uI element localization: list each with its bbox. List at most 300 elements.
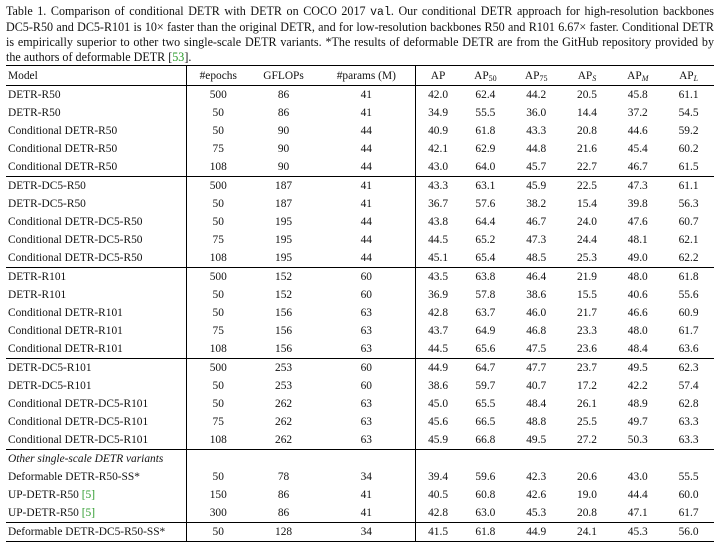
cell-gflops: 156	[275, 343, 293, 355]
cell-ap75: 48.8	[526, 416, 547, 428]
cell-aps: 23.6	[577, 343, 597, 355]
table-row	[6, 377, 714, 395]
cell-apl: 63.6	[678, 343, 699, 355]
cell-apm: 44.4	[627, 489, 648, 501]
empty-cell	[612, 450, 663, 469]
cell-ap: 41.5	[416, 523, 460, 542]
cell-epochs: 500	[209, 89, 227, 101]
cell-gflops: 90	[277, 161, 290, 173]
cell-ap50: 65.2	[475, 234, 496, 246]
cell-ap: 36.7	[428, 198, 449, 210]
cell-apm: 49.0	[627, 252, 648, 264]
cell-epochs: 75	[212, 325, 224, 337]
cell-aps: 21.7	[577, 307, 597, 319]
cell-apm: 44.6	[627, 125, 648, 137]
cell-ap: 45.0	[428, 398, 449, 410]
cell-gflops: 86	[277, 107, 290, 119]
cell-ap: 43.8	[428, 216, 449, 228]
cell-apm: 48.1	[627, 234, 648, 246]
cell-ap75: 36.0	[526, 107, 547, 119]
cell-ap50: 64.9	[475, 325, 496, 337]
cell-model: Conditional DETR-DC5-R50	[6, 249, 186, 268]
cell-ap75: 46.8	[526, 325, 547, 337]
cell-ap: 40.9	[428, 125, 449, 137]
cell-params: 60	[317, 377, 415, 395]
cell-params: 63	[317, 304, 415, 322]
cell-gflops: 152	[275, 289, 293, 301]
cell-ap: 44.9	[416, 359, 460, 378]
cell-ap50: 65.4	[475, 252, 496, 264]
table-header-row	[6, 66, 714, 86]
cell-ap: 39.4	[428, 471, 449, 483]
cell-ap75: 43.3	[526, 125, 547, 137]
cell-apl: 61.5	[678, 161, 699, 173]
cell-ap75: 44.9	[511, 523, 562, 542]
cell-apl: 61.1	[678, 89, 699, 101]
table-row	[6, 304, 714, 322]
cell-model: Conditional DETR-R50	[6, 140, 186, 158]
header-epochs: #epochs	[186, 66, 249, 86]
cell-aps: 22.7	[577, 161, 597, 173]
cell-apm: 50.3	[627, 434, 648, 446]
table-body	[6, 86, 714, 542]
cell-ap: 44.5	[428, 343, 449, 355]
cell-ap50: 66.8	[475, 434, 496, 446]
cell-ap50: 59.7	[475, 380, 496, 392]
cell-apl: 63.3	[678, 434, 699, 446]
header-ap50-base: AP	[474, 69, 489, 82]
table-row	[6, 231, 714, 249]
cell-apl: 61.1	[663, 177, 714, 196]
cell-params: 41	[317, 104, 415, 122]
cell-ap: 43.7	[428, 325, 449, 337]
cell-apl: 62.8	[678, 398, 699, 410]
table-row	[6, 104, 714, 122]
cell-epochs: 50	[186, 523, 249, 542]
cell-ap50: 63.1	[460, 177, 511, 196]
header-aps	[562, 66, 613, 86]
cell-params: 44	[317, 158, 415, 177]
cell-epochs: 50	[212, 380, 224, 392]
cell-aps: 21.6	[577, 143, 597, 155]
cell-params: 44	[317, 213, 415, 231]
cell-ap: 43.0	[428, 161, 449, 173]
table-row	[6, 195, 714, 213]
cell-params: 63	[317, 322, 415, 340]
cell-params: 63	[317, 431, 415, 450]
cell-params: 41	[317, 504, 415, 523]
cell-gflops: 262	[275, 398, 293, 410]
cell-ap75: 47.5	[526, 343, 547, 355]
cell-apm: 49.5	[612, 359, 663, 378]
header-apl	[663, 66, 714, 86]
header-apm	[612, 66, 663, 86]
cell-model: Conditional DETR-DC5-R50	[6, 231, 186, 249]
cell-aps: 26.1	[577, 398, 597, 410]
cell-apl: 54.5	[678, 107, 699, 119]
cell-model: DETR-R101	[6, 286, 186, 304]
cell-epochs: 108	[209, 434, 227, 446]
header-apl-sub: L	[693, 73, 699, 83]
cell-aps: 14.4	[577, 107, 597, 119]
cell-aps: 24.4	[577, 234, 597, 246]
header-params: #params (M)	[317, 66, 415, 86]
cell-epochs: 108	[209, 161, 227, 173]
table-row	[6, 359, 714, 378]
cell-ap: 34.9	[428, 107, 449, 119]
table-row	[6, 468, 714, 486]
caption-text: ].	[184, 50, 192, 64]
cell-model	[6, 504, 186, 523]
cell-apm: 47.6	[627, 216, 648, 228]
cell-gflops: 195	[275, 216, 293, 228]
header-apl-base: AP	[679, 69, 694, 82]
cell-ap50: 61.8	[475, 125, 496, 137]
cell-model: DETR-DC5-R101	[6, 359, 186, 378]
cell-gflops: 128	[250, 523, 318, 542]
cell-epochs: 300	[209, 507, 227, 519]
cell-epochs: 75	[212, 234, 224, 246]
cell-gflops: 195	[275, 234, 293, 246]
cell-ap75: 45.9	[511, 177, 562, 196]
cell-ap: 45.9	[428, 434, 449, 446]
cell-ap: 45.6	[428, 416, 449, 428]
header-gflops: GFLOPs	[250, 66, 318, 86]
table-row	[6, 286, 714, 304]
cell-ap50: 57.8	[475, 289, 496, 301]
citation-link[interactable]: [5]	[81, 489, 96, 501]
citation-link[interactable]: [5]	[81, 507, 96, 519]
cell-ap50: 66.5	[475, 416, 496, 428]
cell-apl: 61.7	[678, 507, 699, 519]
caption-code: val	[370, 6, 391, 19]
table-row	[6, 486, 714, 504]
cell-epochs: 500	[186, 359, 249, 378]
table-row	[6, 268, 714, 287]
cell-ap75: 42.3	[526, 471, 547, 483]
cell-ap75: 47.7	[511, 359, 562, 378]
cell-ap50: 65.5	[475, 398, 496, 410]
cell-apm: 37.2	[627, 107, 648, 119]
cell-gflops: 90	[277, 125, 290, 137]
table-row	[6, 249, 714, 268]
cell-epochs: 150	[209, 489, 227, 501]
cell-ap50: 63.0	[475, 507, 496, 519]
cell-params: 41	[317, 195, 415, 213]
cell-apm: 40.6	[627, 289, 648, 301]
cell-params: 63	[317, 395, 415, 413]
cell-apm: 48.0	[627, 325, 648, 337]
cell-model: DETR-R50	[6, 104, 186, 122]
header-ap50-sub: 50	[488, 73, 497, 83]
cell-gflops: 156	[275, 307, 293, 319]
cell-ap50: 62.4	[475, 89, 496, 101]
cell-model: DETR-R50	[6, 86, 186, 105]
header-model: Model	[6, 66, 186, 86]
cell-ap: 36.9	[428, 289, 449, 301]
cell-model: Conditional DETR-R50	[6, 158, 186, 177]
cell-apl: 57.4	[678, 380, 699, 392]
model-name: UP-DETR-R50	[8, 507, 82, 519]
cell-aps: 15.5	[577, 289, 597, 301]
cell-params: 60	[317, 268, 415, 287]
cell-model: Conditional DETR-R101	[6, 322, 186, 340]
cell-aps: 20.8	[577, 125, 597, 137]
cell-params: 34	[317, 523, 415, 542]
table-row	[6, 86, 714, 105]
cell-gflops: 187	[275, 198, 293, 210]
cell-ap50: 55.5	[475, 107, 496, 119]
cell-aps: 17.2	[577, 380, 597, 392]
cell-apm: 47.3	[612, 177, 663, 196]
cell-ap75: 49.5	[526, 434, 547, 446]
cell-ap50: 59.6	[475, 471, 496, 483]
header-ap75	[511, 66, 562, 86]
cell-ap75: 38.2	[526, 198, 547, 210]
cell-ap50: 60.8	[475, 489, 496, 501]
cell-apl: 56.0	[663, 523, 714, 542]
cell-params: 63	[317, 413, 415, 431]
cell-params: 60	[317, 359, 415, 378]
cell-apm: 45.3	[612, 523, 663, 542]
cell-model: Conditional DETR-R101	[6, 340, 186, 359]
cell-apm: 42.2	[627, 380, 648, 392]
cell-model: Conditional DETR-R101	[6, 304, 186, 322]
table-row	[6, 413, 714, 431]
header-ap50	[460, 66, 511, 86]
cell-params: 41	[317, 86, 415, 105]
cell-apl: 60.2	[678, 143, 699, 155]
table-caption	[6, 4, 714, 65]
cell-gflops: 156	[275, 325, 293, 337]
cell-params: 44	[317, 140, 415, 158]
cell-gflops: 86	[277, 89, 290, 101]
cell-ap50: 64.4	[475, 216, 496, 228]
cell-apm: 45.4	[627, 143, 648, 155]
cell-apm: 48.4	[627, 343, 648, 355]
cell-apm: 45.8	[627, 89, 648, 101]
cell-params: 44	[317, 122, 415, 140]
cell-model: Conditional DETR-DC5-R50	[6, 213, 186, 231]
cell-ap75: 46.4	[511, 268, 562, 287]
cell-ap: 43.3	[416, 177, 460, 196]
cell-apl: 63.3	[678, 416, 699, 428]
cell-epochs: 50	[212, 107, 224, 119]
cell-params: 44	[317, 231, 415, 249]
cell-model: Deformable DETR-R50-SS*	[6, 468, 186, 486]
cell-ap75: 45.7	[526, 161, 547, 173]
table-row	[6, 504, 714, 523]
cell-model: Deformable DETR-DC5-R50-SS*	[6, 523, 186, 542]
caption-text: . Our conditional DETR approach for high-resolution backbones DC5-R50 and DC5-R101 is 10× faster than the original DETR, and for low-resolution backbones R50 and R101 6.67× faster. Conditional DETR is empirically superior to other two single-scale DETR variants. *The results of deformable DETR are from the GitHub repository provided by the authors of deformable DETR [	[6, 4, 715, 64]
cell-ap75: 44.2	[526, 89, 547, 101]
cell-ap75: 38.6	[526, 289, 547, 301]
cell-ap50: 63.8	[460, 268, 511, 287]
cell-ap50: 57.6	[475, 198, 496, 210]
cell-ap: 45.1	[428, 252, 449, 264]
cell-params: 60	[317, 286, 415, 304]
header-ap: AP	[416, 66, 460, 86]
cell-aps: 23.3	[577, 325, 597, 337]
cell-apm: 39.8	[627, 198, 648, 210]
cell-epochs: 500	[186, 268, 249, 287]
cell-ap: 42.1	[428, 143, 449, 155]
cell-ap: 38.6	[428, 380, 449, 392]
section-title: Other single-scale DETR variants	[6, 450, 186, 469]
cell-gflops: 86	[277, 507, 290, 519]
cell-epochs: 50	[212, 398, 224, 410]
cell-apm: 46.7	[627, 161, 648, 173]
cell-aps: 20.5	[577, 89, 597, 101]
cell-ap: 40.5	[428, 489, 449, 501]
cell-aps: 25.5	[577, 416, 597, 428]
cell-ap: 42.8	[428, 507, 449, 519]
header-apm-base: AP	[627, 69, 642, 82]
cell-aps: 20.8	[577, 507, 597, 519]
cell-ap75: 48.4	[526, 398, 547, 410]
cell-params: 63	[317, 340, 415, 359]
cell-ap75: 42.6	[526, 489, 547, 501]
cell-apl: 55.5	[678, 471, 699, 483]
cell-model: Conditional DETR-DC5-R101	[6, 413, 186, 431]
cell-epochs: 108	[209, 343, 227, 355]
cell-epochs: 500	[186, 177, 249, 196]
cell-ap: 42.8	[428, 307, 449, 319]
cell-ap: 44.5	[428, 234, 449, 246]
cell-apl: 61.8	[663, 268, 714, 287]
cell-ap75: 46.0	[526, 307, 547, 319]
cell-model: DETR-R101	[6, 268, 186, 287]
cell-apl: 61.7	[678, 325, 699, 337]
cell-gflops: 187	[250, 177, 318, 196]
cell-ap75: 40.7	[526, 380, 547, 392]
table-row	[6, 177, 714, 196]
cell-epochs: 50	[212, 471, 224, 483]
table-row	[6, 213, 714, 231]
table-row	[6, 158, 714, 177]
cell-ap50: 63.7	[475, 307, 496, 319]
cell-params: 44	[317, 249, 415, 268]
cell-params: 34	[317, 468, 415, 486]
cell-model	[6, 486, 186, 504]
caption-text: Table 1. Comparison of conditional DETR with DETR on COCO 2017	[6, 4, 371, 18]
cell-epochs: 75	[212, 416, 224, 428]
cell-aps: 20.6	[577, 471, 597, 483]
header-ap75-sub: 75	[539, 73, 548, 83]
cell-epochs: 50	[212, 216, 224, 228]
cell-apl: 60.9	[678, 307, 699, 319]
table-row	[6, 395, 714, 413]
cell-aps: 27.2	[577, 434, 597, 446]
cell-aps: 22.5	[562, 177, 613, 196]
cell-apl: 56.3	[678, 198, 699, 210]
cell-aps: 19.0	[577, 489, 597, 501]
table-row	[6, 340, 714, 359]
cell-ap75: 48.5	[526, 252, 547, 264]
header-ap75-base: AP	[524, 69, 540, 82]
empty-cell	[562, 450, 613, 469]
cell-apm: 48.9	[627, 398, 648, 410]
cell-gflops: 262	[275, 434, 293, 446]
model-name: UP-DETR-R50	[8, 489, 82, 501]
cell-gflops: 253	[275, 380, 293, 392]
cell-apm: 48.0	[612, 268, 663, 287]
cell-epochs: 50	[212, 125, 224, 137]
cell-aps: 21.9	[562, 268, 613, 287]
header-aps-sub: S	[592, 73, 597, 83]
cell-apm: 46.6	[627, 307, 648, 319]
cell-gflops: 90	[277, 143, 290, 155]
empty-cell	[186, 450, 249, 469]
header-aps-base: AP	[577, 69, 593, 82]
table-row	[6, 322, 714, 340]
cell-gflops: 78	[277, 471, 290, 483]
cell-gflops: 195	[275, 252, 293, 264]
cell-apm: 43.0	[627, 471, 648, 483]
cell-apm: 47.1	[627, 507, 648, 519]
cell-gflops: 262	[275, 416, 293, 428]
cell-epochs: 75	[212, 143, 224, 155]
table-row	[6, 122, 714, 140]
cell-apl: 62.1	[678, 234, 699, 246]
cell-epochs: 50	[212, 198, 224, 210]
cell-aps: 23.7	[562, 359, 613, 378]
cell-apl: 55.6	[678, 289, 699, 301]
cell-gflops: 86	[277, 489, 290, 501]
cell-apl: 60.0	[678, 489, 699, 501]
cell-epochs: 108	[209, 252, 227, 264]
cell-epochs: 50	[212, 307, 224, 319]
cell-model: Conditional DETR-R50	[6, 122, 186, 140]
cell-aps: 24.1	[562, 523, 613, 542]
cell-aps: 15.4	[577, 198, 597, 210]
empty-cell	[416, 450, 460, 469]
empty-cell	[317, 450, 415, 469]
cell-ap: 43.5	[416, 268, 460, 287]
empty-cell	[460, 450, 511, 469]
empty-cell	[511, 450, 562, 469]
cell-epochs: 50	[212, 289, 224, 301]
cell-apm: 49.7	[627, 416, 648, 428]
cell-ap50: 64.0	[475, 161, 496, 173]
cell-ap50: 64.7	[460, 359, 511, 378]
cell-ap50: 61.8	[460, 523, 511, 542]
header-apm-sub: M	[641, 73, 649, 83]
cell-apl: 62.2	[678, 252, 699, 264]
cell-ap75: 47.3	[526, 234, 547, 246]
cell-model: Conditional DETR-DC5-R101	[6, 395, 186, 413]
cell-gflops: 152	[250, 268, 318, 287]
cell-model: DETR-DC5-R101	[6, 377, 186, 395]
cell-model: DETR-DC5-R50	[6, 195, 186, 213]
cell-aps: 24.0	[577, 216, 597, 228]
cell-ap: 42.0	[428, 89, 449, 101]
citation-link[interactable]: 53	[172, 50, 185, 64]
cell-params: 41	[317, 177, 415, 196]
cell-apl: 62.3	[663, 359, 714, 378]
cell-params: 41	[317, 486, 415, 504]
cell-ap50: 62.9	[475, 143, 496, 155]
cell-model: Conditional DETR-DC5-R101	[6, 431, 186, 450]
cell-apl: 60.7	[678, 216, 699, 228]
empty-cell	[250, 450, 318, 469]
section-header-row	[6, 450, 714, 469]
empty-cell	[663, 450, 714, 469]
table-row	[6, 431, 714, 450]
cell-ap75: 44.8	[526, 143, 547, 155]
results-table	[6, 65, 714, 542]
cell-ap50: 65.6	[475, 343, 496, 355]
